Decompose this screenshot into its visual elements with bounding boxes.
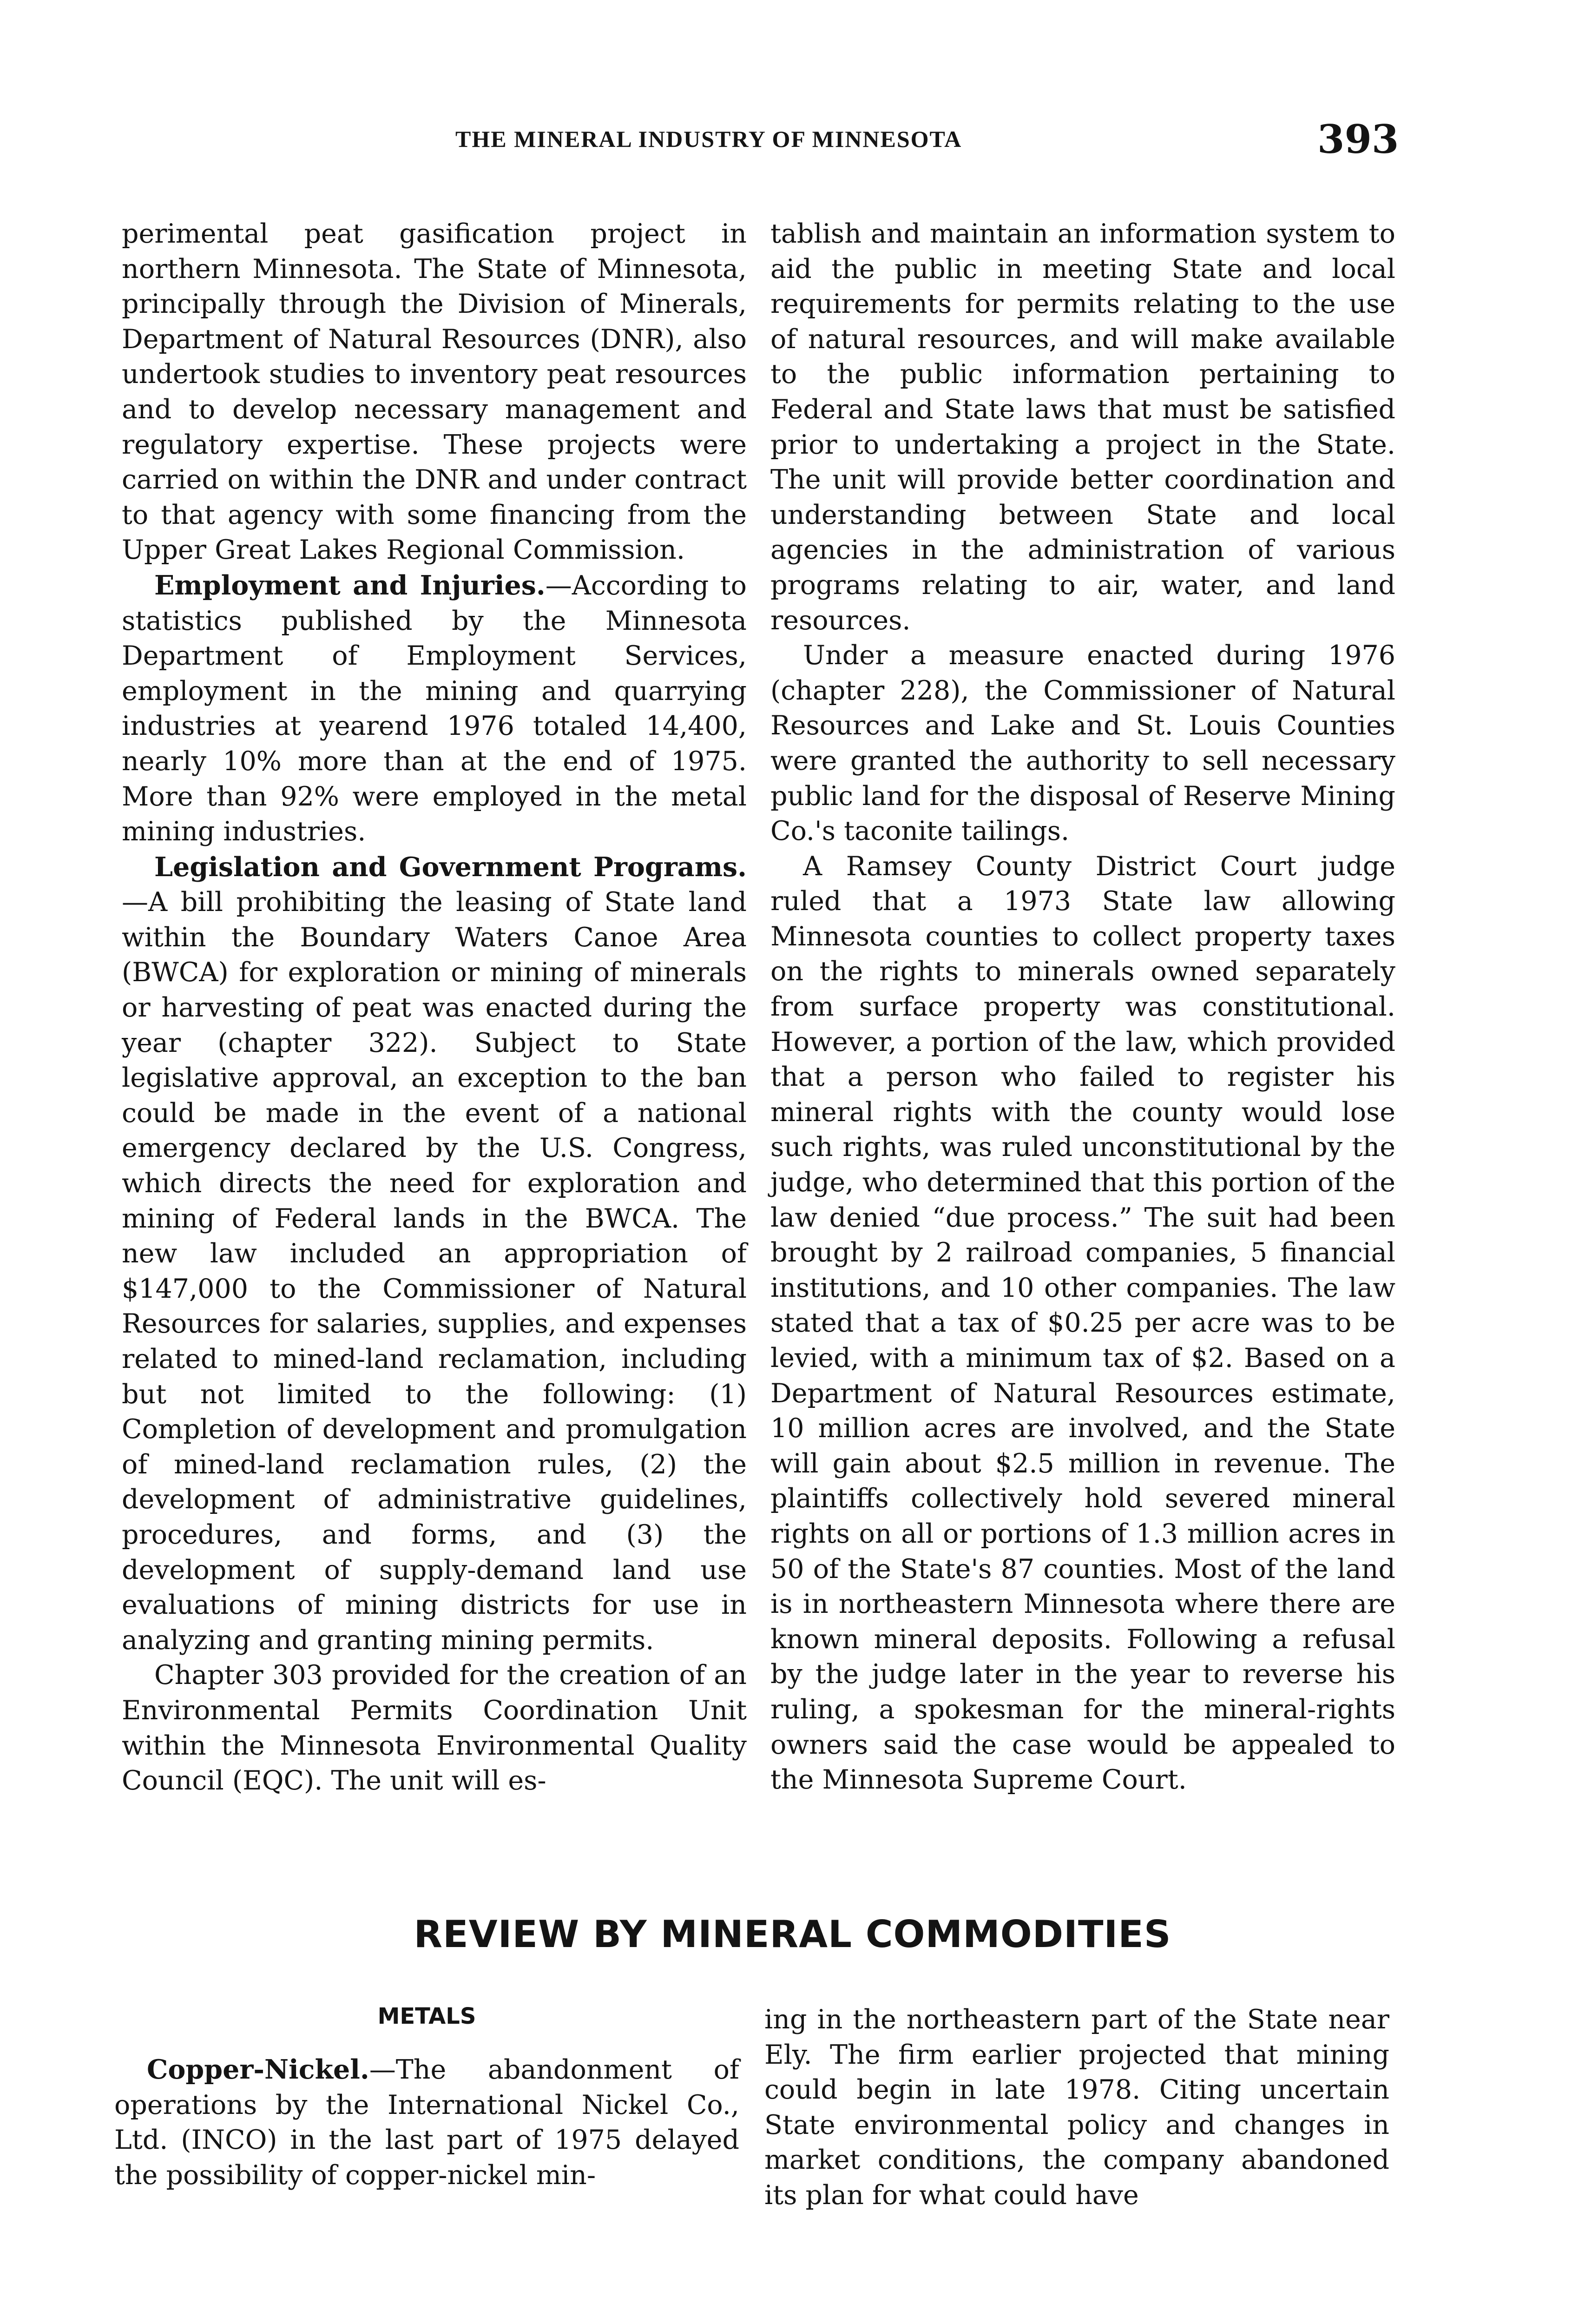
paragraph-employment-body: —According to statistics published by the Minnesota Department of Employment Services, employment in the mining and quarrying industries at yearend 1976 totaled 14,400, nearly 10% more than at the end of 1975. More than 92% were employed in the metal mining industries. — [122, 570, 747, 847]
paragraph-chapter-228: Under a measure enacted during 1976 (chapter 228), the Commissioner of Natural Resources and Lake and St. Louis Counties were granted the authority to sell necessary public land for the disposal of Reserve Mining Co.'s taconite tailings. — [770, 640, 1395, 847]
run-in-heading-legislation: Legislation and Government Programs. — [154, 851, 747, 883]
page-number: 393 — [1317, 116, 1399, 162]
section-heading: REVIEW BY MINERAL COMMODITIES — [414, 1913, 1171, 1956]
paragraph-employment — [122, 568, 747, 850]
left-column-top — [122, 217, 747, 1799]
left-column-bottom — [114, 2052, 739, 2193]
paragraph-copper-nickel-body: —The abandonment of operations by the International Nickel Co., Ltd. (INCO) in the last part of 1975 delayed the possibility of copper-nickel min- — [114, 2054, 739, 2191]
paragraph-legislation — [122, 850, 747, 1658]
paragraph-ramsey-county: A Ramsey County District Court judge ruled that a 1973 State law allowing Minnesota counties to collect property taxes on the rights to minerals owned separately from surface property was constitutional. However, a portion of the law, which provided that a person who failed to register his mineral rights with the county would lose such rights, was ruled unconstitutional by the judge, who determined that this portion of the law denied “due process.” The suit had been brought by 2 railroad companies, 5 financial institutions, and 10 other companies. The law stated that a tax of $0.25 per acre was to be levied, with a minimum tax of $2. Based on a Department of Natural Resources estimate, 10 million acres are involved, and the State will gain about $2.5 million in revenue. The plaintiffs collectively hold severed mineral rights on all or portions of 1.3 million acres in 50 of the State's 87 counties. Most of the land is in northeastern Minnesota where there are known mineral deposits. Following a refusal by the judge later in the year to reverse his ruling, a spokesman for the mineral-rights owners said the case would be appealed to the Minnesota Supreme Court. — [770, 851, 1395, 1796]
paragraph-legislation-body: —A bill prohibiting the leasing of State land within the Boundary Waters Canoe Area (BWCA) for exploration or mining of minerals or harvesting of peat was enacted during the year (chapter 322). Subject to State legislative approval, an exception to the ban could be made in the event of a national emergency declared by the U.S. Congress, which directs the need for exploration and mining of Federal lands in the BWCA. The new law included an appropriation of $147,000 to the Commissioner of Natural Resources for salaries, supplies, and expenses related to mined-land reclamation, including but not limited to the following: (1) Completion of development and promulgation of mined-land reclamation rules, (2) the development of administrative guidelines, procedures, and forms, and (3) the development of supply-demand land use evaluations of mining districts for use in analyzing and granting mining permits. — [122, 887, 747, 1656]
paragraph-copper-nickel — [114, 2052, 739, 2193]
run-in-heading-copper-nickel: Copper-Nickel. — [147, 2054, 369, 2085]
paragraph-peat-gasification: perimental peat gasification project in northern Minnesota. The State of Minnesota, principally through the Division of Minerals, Department of Natural Resources (DNR), also undertook studies to inventory peat resources and to develop necessary management and regulatory expertise. These projects were carried on within the DNR and under contract to that agency with some financing from the Upper Great Lakes Regional Commission. — [122, 218, 747, 566]
right-column-top — [770, 217, 1395, 1798]
paragraph-copper-nickel-continued: ing in the northeastern part of the State near Ely. The firm earlier projected that mining could begin in late 1978. Citing uncertain State environmental policy and changes in market conditions, the company abandoned its plan for what could have — [764, 2004, 1389, 2211]
subsection-heading-metals: METALS — [377, 2003, 476, 2029]
run-in-heading-employment: Employment and Injuries. — [154, 569, 546, 601]
paragraph-information-system: tablish and maintain an information system to aid the public in meeting State and local requirements for permits relating to the use of natural resources, and will make available to the public information pertaining to Federal and State laws that must be satisfied prior to undertaking a project in the State. The unit will provide better coordination and understanding between State and local agencies in the administration of various programs relating to air, water, and land resources. — [770, 218, 1395, 636]
paragraph-chapter-303: Chapter 303 provided for the creation of an Environmental Permits Coordination Unit within the Minnesota Environmental Quality Council (EQC). The unit will es- — [122, 1660, 747, 1796]
right-column-bottom — [764, 2002, 1389, 2213]
running-title: THE MINERAL INDUSTRY OF MINNESOTA — [455, 126, 962, 152]
